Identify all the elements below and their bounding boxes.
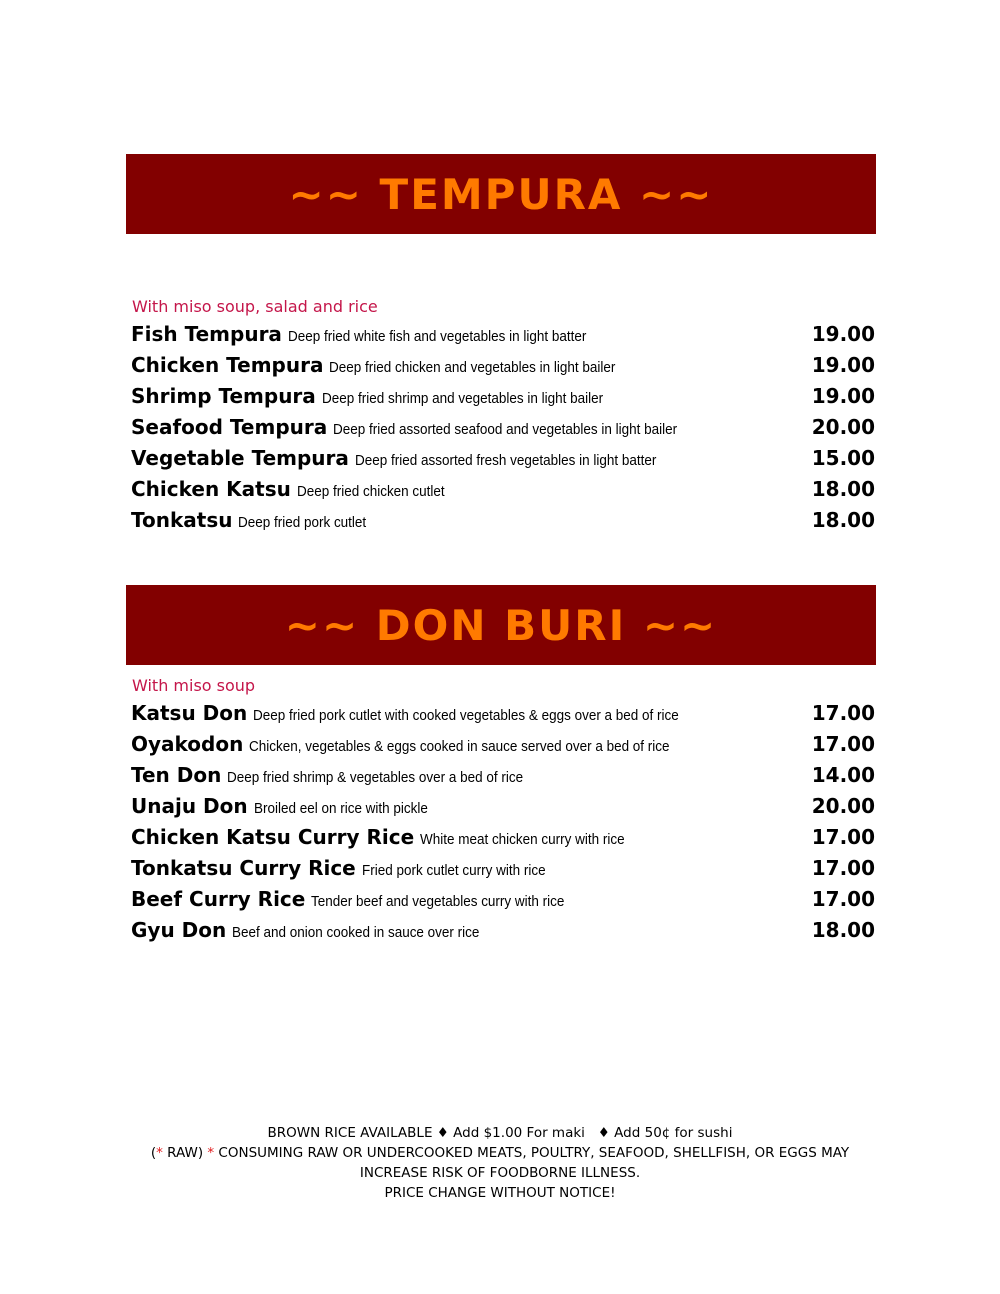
- footer-consuming-warning: CONSUMING RAW OR UNDERCOOKED MEATS, POULTRY, SEAFOOD, SHELLFISH, OR EGGS MAY: [214, 1145, 850, 1161]
- item-description: Tender beef and vegetables curry with rice: [311, 894, 565, 910]
- tempura-title: ~~ TEMPURA ~~: [288, 169, 714, 219]
- item-price: 18.00: [811, 477, 875, 501]
- item-price: 17.00: [811, 856, 875, 880]
- footer-raw-label: RAW): [162, 1145, 208, 1161]
- menu-item: [131, 353, 875, 384]
- item-description: Deep fried chicken cutlet: [296, 484, 445, 500]
- menu-item: [131, 384, 875, 415]
- item-name: Tonkatsu Curry Rice: [131, 856, 356, 880]
- menu-item: [131, 856, 875, 887]
- item-description: Deep fried shrimp and vegetables in light bailer: [321, 391, 603, 407]
- item-name: Beef Curry Rice: [131, 887, 306, 911]
- item-description: Deep fried pork cutlet with cooked vegetables & eggs over a bed of rice: [253, 708, 680, 724]
- item-description: Deep fried pork cutlet: [238, 515, 367, 531]
- item-price: 18.00: [811, 508, 875, 532]
- item-price: 17.00: [811, 887, 875, 911]
- item-name: Seafood Tempura: [131, 415, 328, 439]
- menu-item: [131, 415, 875, 446]
- item-name: Unaju Don: [131, 794, 248, 818]
- item-price: 19.00: [811, 384, 875, 408]
- item-description: Beef and onion cooked in sauce over rice: [232, 925, 480, 941]
- footer-notice: [0, 1123, 1000, 1203]
- item-name: Katsu Don: [131, 701, 248, 725]
- menu-item: [131, 794, 875, 825]
- item-name: Gyu Don: [131, 918, 227, 942]
- item-description: Deep fried shrimp & vegetables over a bed of rice: [227, 770, 524, 786]
- menu-item: [131, 508, 875, 539]
- menu-item: [131, 918, 875, 949]
- item-price: 17.00: [811, 825, 875, 849]
- menu-item: [131, 446, 875, 477]
- donburi-banner: [126, 585, 876, 665]
- item-price: 19.00: [811, 322, 875, 346]
- footer-brown-rice-line: BROWN RICE AVAILABLE ♦ Add $1.00 For maki ♦ Add 50¢ for sushi: [267, 1125, 733, 1141]
- footer-paren-open: (: [150, 1145, 157, 1161]
- tempura-banner: [126, 154, 876, 234]
- footer-price-change-line: PRICE CHANGE WITHOUT NOTICE!: [384, 1185, 616, 1201]
- raw-star-marker: *: [156, 1145, 163, 1161]
- item-description: Deep fried assorted fresh vegetables in light batter: [354, 453, 657, 469]
- item-price: 17.00: [811, 701, 875, 725]
- tempura-subtitle: With miso soup, salad and rice: [132, 297, 378, 316]
- item-name: Vegetable Tempura: [131, 446, 349, 470]
- donburi-title: ~~ DON BURI ~~: [284, 600, 718, 650]
- item-price: 20.00: [811, 794, 875, 818]
- tempura-list: [131, 322, 875, 539]
- item-description: Chicken, vegetables & eggs cooked in sauce served over a bed of rice: [249, 739, 670, 755]
- footer-risk-line: INCREASE RISK OF FOODBORNE ILLNESS.: [359, 1165, 641, 1181]
- item-name: Ten Don: [131, 763, 222, 787]
- menu-item: [131, 825, 875, 856]
- item-description: Deep fried white fish and vegetables in light batter: [287, 329, 587, 345]
- menu-item: [131, 477, 875, 508]
- item-description: Deep fried assorted seafood and vegetables in light bailer: [333, 422, 678, 438]
- menu-item: [131, 322, 875, 353]
- item-price: 15.00: [811, 446, 875, 470]
- footer-raw-warning-line: [0, 1143, 1000, 1163]
- donburi-subtitle: With miso soup: [132, 676, 256, 695]
- item-description: White meat chicken curry with rice: [420, 832, 625, 848]
- raw-star-marker: *: [207, 1145, 215, 1161]
- item-name: Oyakodon: [131, 732, 244, 756]
- item-price: 18.00: [811, 918, 875, 942]
- item-name: Fish Tempura: [131, 322, 282, 346]
- menu-item: [131, 887, 875, 918]
- item-name: Shrimp Tempura: [131, 384, 316, 408]
- menu-item: [131, 763, 875, 794]
- item-name: Chicken Katsu: [131, 477, 291, 501]
- item-name: Chicken Tempura: [131, 353, 324, 377]
- item-description: Broiled eel on rice with pickle: [253, 801, 428, 817]
- item-price: 19.00: [811, 353, 875, 377]
- menu-item: [131, 732, 875, 763]
- donburi-list: [131, 701, 875, 949]
- item-description: Fried pork cutlet curry with rice: [361, 863, 546, 879]
- item-price: 14.00: [811, 763, 875, 787]
- item-price: 20.00: [811, 415, 875, 439]
- item-name: Chicken Katsu Curry Rice: [131, 825, 415, 849]
- menu-item: [131, 701, 875, 732]
- item-name: Tonkatsu: [131, 508, 233, 532]
- item-price: 17.00: [811, 732, 875, 756]
- item-description: Deep fried chicken and vegetables in light bailer: [329, 360, 616, 376]
